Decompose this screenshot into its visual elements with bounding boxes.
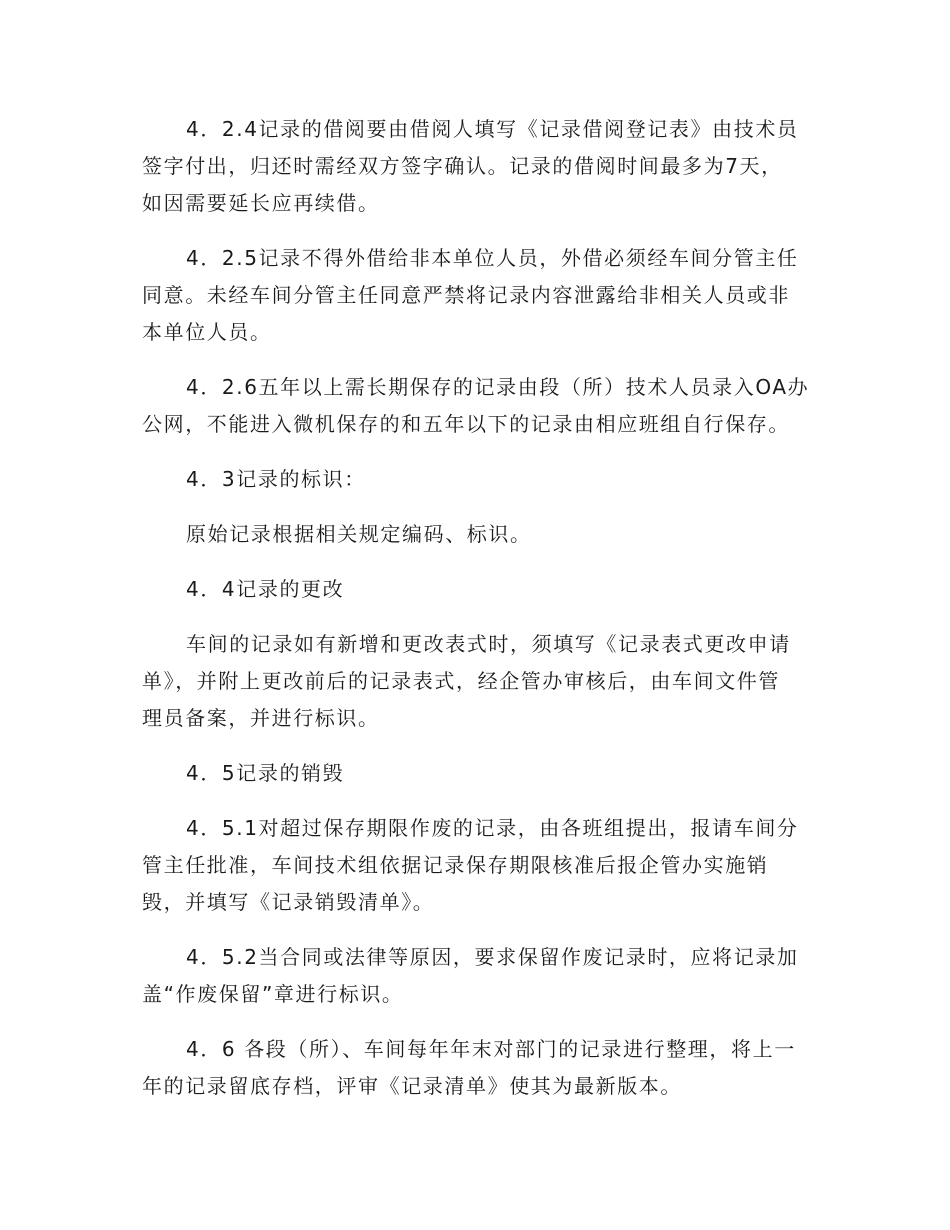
text-line: 公网，不能进入微机保存的和五年以下的记录由相应班组自行保存。	[142, 412, 790, 436]
paragraph-4-4-body	[142, 626, 822, 737]
paragraph-4-2-5	[142, 240, 822, 351]
text-line: 如因需要延长应再续借。	[142, 191, 380, 215]
section-heading: 4．5记录的销毁	[186, 761, 345, 785]
text-line: 4．5.2当合同或法律等原因，要求保留作废记录时，应将记录加	[186, 945, 799, 969]
text-line: 4．2.6五年以上需长期保存的记录由段（所）技术人员录入OA办	[186, 375, 810, 399]
section-heading: 4．3记录的标识：	[186, 467, 366, 491]
paragraph-4-5-2	[142, 939, 822, 1013]
text-line: 原始记录根据相关规定编码、标识。	[186, 522, 532, 546]
text-line: 管主任批准，车间技术组依据记录保存期限核准后报企管办实施销	[142, 853, 769, 877]
paragraph-4-5-1	[142, 810, 822, 921]
text-line: 4．2.4记录的借阅要由借阅人填写《记录借阅登记表》由技术员	[186, 117, 799, 141]
document-body	[142, 111, 822, 1123]
heading-4-5	[142, 755, 822, 792]
text-line: 签字付出，归还时需经双方签字确认。记录的借阅时间最多为7天，	[142, 154, 783, 178]
heading-4-4	[142, 571, 822, 608]
text-line: 单》，并附上更改前后的记录表式，经企管办审核后，由车间文件管	[142, 669, 780, 693]
text-line: 本单位人员。	[142, 320, 272, 344]
text-line: 4．2.5记录不得外借给非本单位人员，外借必须经车间分管主任	[186, 246, 799, 270]
text-line: 理员备案，并进行标识。	[142, 706, 380, 730]
paragraph-4-2-6	[142, 369, 822, 443]
section-heading: 4．4记录的更改	[186, 577, 345, 601]
text-line: 年的记录留底存档，评审《记录清单》使其为最新版本。	[142, 1074, 682, 1098]
paragraph-4-3-body	[142, 516, 822, 553]
text-line: 4．6 各段（所）、车间每年年末对部门的记录进行整理，将上一	[186, 1037, 796, 1061]
heading-4-3	[142, 461, 822, 498]
text-line: 车间的记录如有新增和更改表式时，须填写《记录表式更改申请	[186, 632, 791, 656]
text-line: 同意。未经车间分管主任同意严禁将记录内容泄露给非相关人员或非	[142, 283, 790, 307]
text-line: 4．5.1对超过保存期限作废的记录，由各班组提出，报请车间分	[186, 816, 799, 840]
paragraph-4-6	[142, 1031, 822, 1105]
text-line: 毁，并填写《记录销毁清单》。	[142, 890, 435, 914]
paragraph-4-2-4	[142, 111, 822, 222]
text-line: 盖“作废保留”章进行标识。	[142, 982, 404, 1006]
